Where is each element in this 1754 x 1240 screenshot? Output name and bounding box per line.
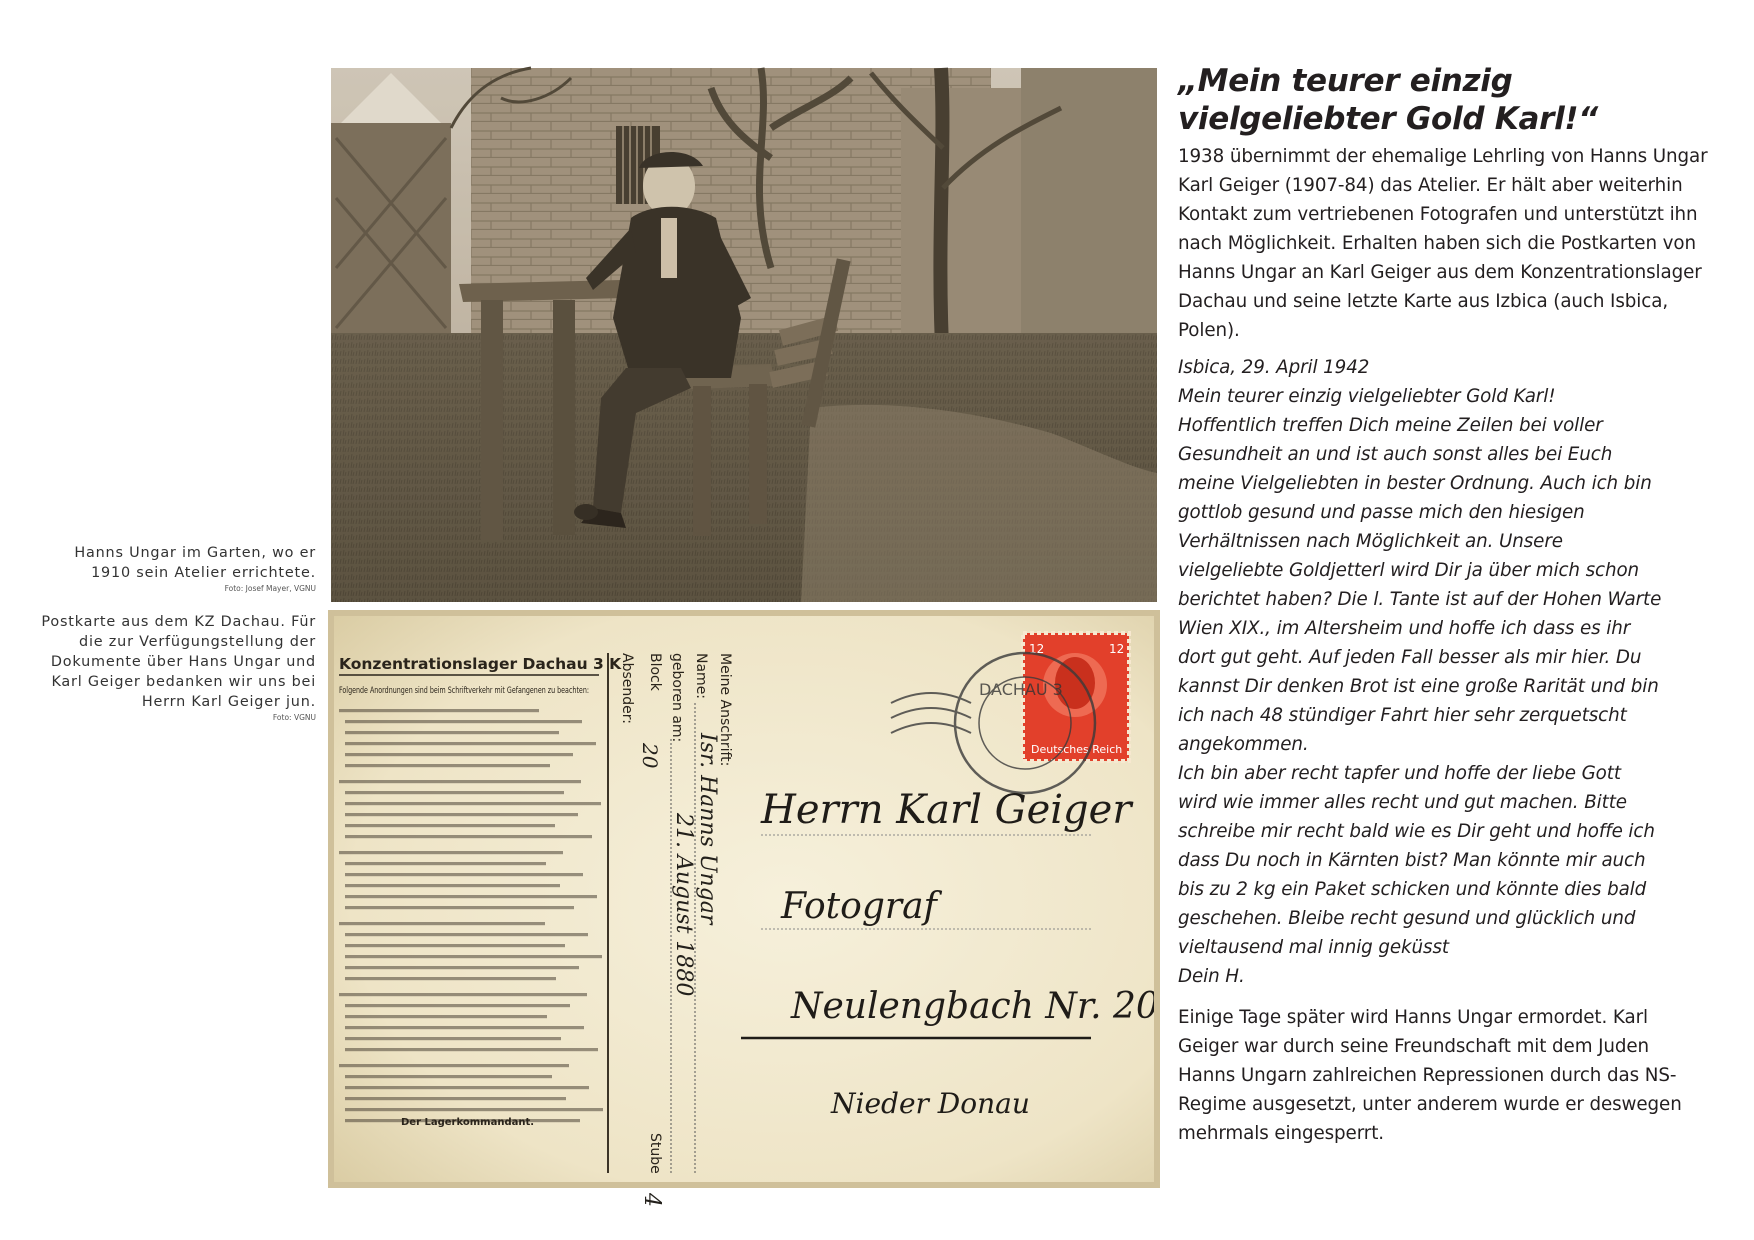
printed-rule-line — [339, 851, 563, 854]
printed-rule-line — [345, 933, 588, 936]
recipient-town: Neulengbach Nr. 20 — [791, 986, 1159, 1027]
letter-line: Gesundheit an und ist auch sonst alles bei Euch — [1178, 444, 1613, 465]
garden-photo — [331, 68, 1157, 602]
letter-line: ich nach 48 stündiger Fahrt hier sehr zerquetscht — [1178, 705, 1627, 726]
printed-rule-line — [345, 1037, 561, 1040]
letter-line: vieltausend mal innig geküsst — [1178, 937, 1449, 958]
printed-rule-line — [339, 1064, 569, 1067]
photo-caption — [40, 543, 316, 594]
postcard-commandant: Der Lagerkommandant. — [401, 1117, 535, 1128]
letter-line: meine Vielgeliebten in bester Ordnung. Auch ich bin — [1178, 473, 1652, 494]
letter-line: bis zu 2 kg ein Paket schicken und könnte dies bald — [1178, 879, 1647, 900]
letter-line: Verhältnissen nach Möglichkeit an. Unsere — [1178, 531, 1563, 552]
printed-rule-line — [345, 862, 546, 865]
stamp-value-left: 12 — [1029, 642, 1045, 656]
postcard-image — [331, 613, 1159, 1207]
printed-rule-line — [345, 1108, 603, 1111]
printed-rule-line — [345, 813, 578, 816]
letter-line: vielgeliebte Goldjetterl wird Dir ja über mich schon — [1178, 560, 1640, 581]
printed-rule-line — [345, 1086, 589, 1089]
printed-rule-line — [345, 742, 596, 745]
letter-line: angekommen. — [1178, 734, 1309, 755]
letter-line: Hoffentlich treffen Dich meine Zeilen bei voller — [1178, 415, 1603, 436]
recipient-profession: Fotograf — [781, 886, 937, 927]
letter-line: dass Du noch in Kärnten bist? Man könnte mir auch — [1178, 850, 1646, 871]
printed-rule-line — [345, 944, 565, 947]
name-label: Name: — [693, 653, 709, 700]
printed-rule-line — [345, 720, 582, 723]
stamp-value-right: 12 — [1109, 642, 1125, 656]
article-headline: „Mein teurer einzig vielgeliebter Gold Karl!“ — [1178, 63, 1598, 137]
letter-line: geschehen. Bleibe recht gesund und glücklich und — [1178, 908, 1636, 929]
printed-rule-line — [339, 922, 545, 925]
sender-label: Absender: — [619, 653, 635, 724]
letter-line: Ich bin aber recht tapfer und hoffe der liebe Gott — [1178, 763, 1621, 784]
letter-transcript — [1178, 353, 1708, 991]
postmark-text: DACHAU 3 — [979, 680, 1063, 699]
printed-rule-line — [345, 884, 560, 887]
postcard-caption-credit: Foto: VGNU — [272, 713, 316, 722]
stamp-text: Deutsches Reich — [1031, 743, 1123, 756]
article-outro: Einige Tage später wird Hanns Ungar ermordet. Karl Geiger war durch seine Freundschaft mit dem Juden Hanns Ungarn zahlreichen Repressionen durch das NS-Regime ausgesetzt, unter anderem wurde er deswegen mehrmals eingesperrt. — [1178, 1007, 1682, 1144]
postcard-svg — [331, 613, 1159, 1207]
recipient-name: Herrn Karl Geiger — [761, 787, 1132, 833]
printed-rule-line — [345, 1026, 584, 1029]
letter-line: Isbica, 29. April 1942 — [1178, 357, 1370, 378]
printed-rule-line — [345, 906, 574, 909]
letter-line: Mein teurer einzig vielgeliebter Gold Karl! — [1178, 386, 1556, 407]
printed-rule-line — [345, 802, 601, 805]
letter-line: Dein H. — [1178, 966, 1245, 987]
printed-rule-line — [339, 709, 539, 712]
name-value: Isr. Hanns Ungar — [695, 733, 720, 925]
letter-line: Wien XIX., im Altersheim und hoffe ich dass es ihr — [1178, 618, 1631, 639]
garden-photo-image — [331, 68, 1157, 602]
postcard-rules-intro: Folgende Anordnungen sind beim Schriftverkehr mit Gefangenen zu beachten: — [339, 686, 589, 696]
printed-rule-line — [345, 835, 592, 838]
printed-rule-line — [345, 955, 602, 958]
printed-rule-line — [345, 753, 573, 756]
printed-rule-line — [345, 731, 559, 734]
stube-label: Stube — [647, 1133, 663, 1174]
postcard-caption — [40, 612, 316, 723]
address-label: Meine Anschrift: — [717, 653, 733, 767]
born-value: 21. August 1880 — [671, 813, 696, 997]
printed-rule-line — [345, 873, 583, 876]
stube-value: 4 — [639, 1193, 664, 1207]
printed-rule-line — [345, 1075, 552, 1078]
article — [1178, 62, 1708, 1148]
recipient-region: Nieder Donau — [831, 1087, 1030, 1120]
printed-rule-line — [339, 780, 581, 783]
photo-caption-credit: Foto: Josef Mayer, VGNU — [224, 584, 316, 593]
printed-rule-line — [345, 966, 579, 969]
postcard-title: Konzentrationslager Dachau 3 K — [339, 655, 622, 673]
printed-rule-line — [345, 1048, 598, 1051]
block-label: Block — [647, 653, 663, 691]
printed-rule-line — [345, 1004, 570, 1007]
printed-rule-line — [345, 764, 550, 767]
letter-line: wird wie immer alles recht und gut machen. Bitte — [1178, 792, 1627, 813]
letter-line: gottlob gesund und passe mich den hiesigen — [1178, 502, 1585, 523]
letter-line: schreibe mir recht bald wie es Dir geht und hoffe ich — [1178, 821, 1655, 842]
postcard-caption-text: Postkarte aus dem KZ Dachau. Für die zur Verfügungstellung der Dokumente über Hans Ungar und Karl Geiger bedanken wir uns bei Herrn Karl Geiger jun. — [41, 614, 316, 710]
printed-rule-line — [345, 977, 556, 980]
letter-line: berichtet haben? Die l. Tante ist auf der Hohen Warte — [1178, 589, 1662, 610]
block-value: 20 — [638, 743, 662, 769]
printed-rule-line — [345, 895, 597, 898]
born-label: geboren am: — [669, 653, 685, 743]
printed-rule-line — [345, 824, 555, 827]
printed-rule-line — [339, 993, 587, 996]
article-intro: 1938 übernimmt der ehemalige Lehrling von Hanns Ungar Karl Geiger (1907-84) das Atelier. Er hält aber weiterhin Kontakt zum vertriebenen Fotografen und unterstützt ihn nach Möglichkeit. Erhalten haben sich die Postkarten von Hanns Ungar an Karl Geiger aus dem Konzentrationslager Dachau und seine letzte Karte aus Izbica (auch Isbica, Polen). — [1178, 146, 1708, 341]
photo-caption-text: Hanns Ungar im Garten, wo er 1910 sein Atelier errichtete. — [74, 545, 316, 581]
printed-rule-line — [345, 1097, 566, 1100]
letter-line: kannst Dir denken Brot ist eine große Rarität und bin — [1178, 676, 1659, 697]
printed-rule-line — [345, 791, 564, 794]
letter-line: dort gut geht. Auf jeden Fall besser als mir hier. Du — [1178, 647, 1642, 668]
printed-rule-line — [345, 1015, 547, 1018]
